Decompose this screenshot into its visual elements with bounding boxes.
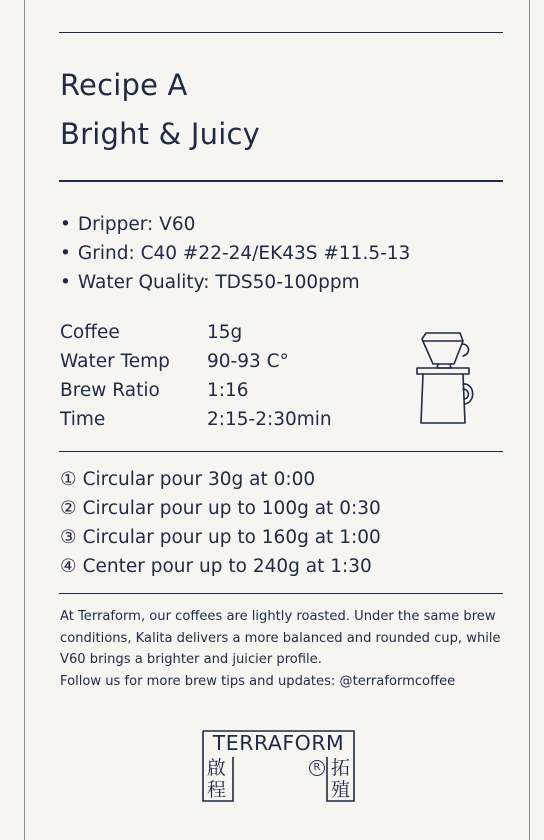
spec-value: 15g [207,322,243,343]
terraform-logo [202,730,355,802]
card-left-edge [24,0,25,840]
spec-value: 90-93 C° [207,351,289,372]
step-marker: ① [60,469,77,490]
list-item: • Dripper: V60 [60,210,410,239]
note-paragraph: At Terraform, our coffees are lightly roasted. Under the same brew conditions, Kalita delivers a more balanced and rounded cup, while V60 brings a brighter and juicier profile. [60,609,501,667]
recipe-subtitle: Bright & Juicy [60,117,260,151]
spec-label: Coffee [60,322,120,343]
list-item: • Grind: C40 #22-24/EK43S #11.5-13 [60,239,410,268]
logo-char: 殖 [331,779,351,801]
logo-char: 拓 [331,757,351,779]
specs-divider [59,451,503,452]
equipment-list [60,210,410,297]
title-divider [59,180,503,182]
top-divider [59,32,503,33]
brew-specs [60,318,332,434]
spec-row-water-temp [60,347,332,376]
step-2 [60,494,381,523]
step-text: Circular pour up to 100g at 0:30 [82,498,381,519]
step-3 [60,523,381,552]
spec-row-time [60,405,332,434]
pour-over-dripper-icon [414,322,484,428]
step-text: Circular pour 30g at 0:00 [82,469,316,490]
spec-row-coffee [60,318,332,347]
steps-divider [59,593,503,594]
step-4 [60,552,381,581]
spec-label: Water Temp [60,351,170,372]
step-marker: ③ [60,527,77,548]
logo-wordmark: TERRAFORM [212,731,345,755]
step-1 [60,465,381,494]
spec-row-brew-ratio [60,376,332,405]
step-marker: ④ [60,556,77,577]
recipe-title: Recipe A [60,68,188,102]
registered-mark-icon: R [309,760,325,776]
spec-value: 2:15-2:30min [207,409,332,430]
follow-line: Follow us for more brew tips and updates: @terraformcoffee [60,673,456,689]
card-right-edge [529,0,530,840]
list-item: • Water Quality: TDS50-100ppm [60,268,410,297]
step-marker: ② [60,498,77,519]
spec-label: Time [60,409,106,430]
step-text: Center pour up to 240g at 1:30 [82,556,372,577]
spec-value: 1:16 [207,380,249,401]
spec-label: Brew Ratio [60,380,160,401]
logo-char: 啟 [207,757,227,779]
pour-steps [60,465,381,581]
step-text: Circular pour up to 160g at 1:00 [82,527,381,548]
logo-char: 程 [207,779,227,801]
brand-note [60,606,520,692]
